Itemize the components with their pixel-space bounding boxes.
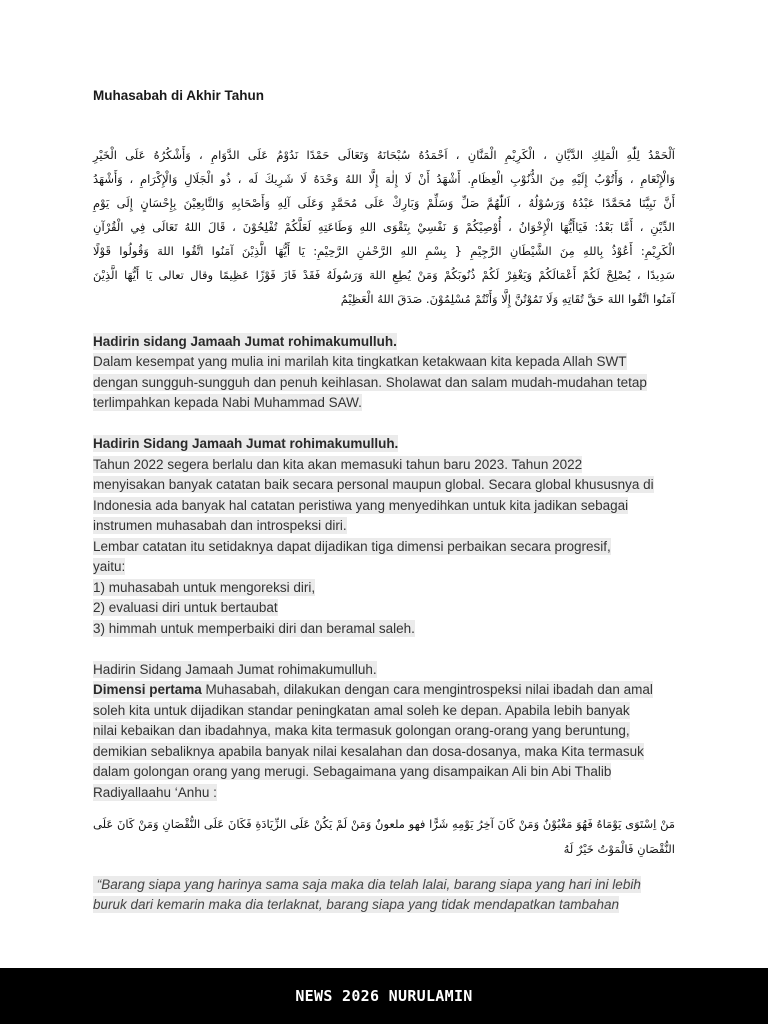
body-line	[93, 680, 675, 701]
paragraph-text: yaitu:	[93, 559, 126, 575]
arabic-line: الْكَرِيْمِ: أَعُوْذُ بِاللهِ مِنَ الشَّيْطَانِ الرَّجِيْمِ { بِسْمِ اللهِ الرَّحْمٰنِ الرَّحِيْمِ: يَا أَيُّهَا الَّذِيْنَ آمَنُوا اتَّقُوا اللهَ وَقُولُوا قَوْلًا	[93, 244, 675, 258]
paragraph-text: Indonesia ada banyak hal catatan peristiwa yang menyedihkan untuk kita jadikan sebagai	[93, 497, 629, 513]
dimension-item: 2) evaluasi diri untuk bertaubat	[93, 600, 278, 616]
arabic-line: سَدِيدًا ، يُصْلِحْ لَكُمْ أَعْمَالَكُمْ وَيَغْفِرْ لَكُمْ ذُنُوبَكُمْ وَمَنْ يُطِعِ اللهَ وَرَسُولَهُ فَقَدْ فَازَ فَوْزًا عَظِيمًا وقال تعالى يَا أَيُّهَا الَّذِيْنَ	[93, 268, 675, 282]
paragraph-text: Tahun 2022 segera berlalu dan kita akan memasuki tahun baru 2023. Tahun 2022	[93, 456, 583, 472]
arabic-line: أَنَّ نَبِيَّنَا مُحَمَّدًا عَبْدُهُ وَرَسُوْلُهُ ، اَللّٰهُمَّ صَلِّ وَسَلِّمْ وَبَارِكْ عَلَى مُحَمَّدٍ وَعَلَى آلِهِ وَأَصْحَابِهِ وَالتَّابِعِيْنَ بِإِحْسَانٍ إِلَى يَوْمِ	[93, 196, 675, 210]
body-line	[93, 332, 675, 353]
arabic-opening	[93, 143, 675, 311]
body-line	[93, 393, 675, 414]
khutbah-body	[93, 332, 675, 804]
body-line	[93, 434, 675, 455]
greeting-heading: Hadirin Sidang Jamaah Jumat rohimakumulluh.	[93, 436, 399, 452]
body-line	[93, 496, 675, 517]
arabic-quote-line: مَنْ اِسْتَوَى يَوْمَاهُ فَهُوَ مَغْبُوْنٌ وَمَنْ كَانَ آخِرُ يَوْمِهِ شَرًّا فهو ملعونٌ وَمَنْ لَمْ يَكُنْ عَلَى الزِّيَادَةِ فَكَانَ عَلَى النُّقْصَانِ وَمَنْ كَانَ عَلَى	[93, 817, 675, 831]
list-item	[93, 598, 675, 619]
body-line	[93, 783, 675, 804]
document-title: Muhasabah di Akhir Tahun	[93, 88, 265, 103]
paragraph-text: soleh kita untuk dijadikan standar peningkatan amal soleh ke depan. Apabila lebih banyak	[93, 702, 630, 718]
arabic-line: اَلْحَمْدُ لِلّٰهِ الْمَلِكِ الدَّيَّانِ ، الْكَرِيْمِ الْمَنَّانِ ، اَحْمَدُهُ سُبْحَانَهُ وَتَعَالَى حَمْدًا نَدُوْمُ عَلَى الدَّوَامِ ، وَأَشْكُرُهُ عَلَى الْخَيْرِ	[93, 148, 675, 162]
greeting-heading: Hadirin Sidang Jamaah Jumat rohimakumulluh.	[93, 661, 377, 677]
paragraph-gap	[93, 414, 675, 435]
arabic-line: الدِّيْنِ ، أَمَّا بَعْدُ: فَيَاأَيُّهَا الْإِخْوَانُ ، أُوْصِيْكُمْ وَ نَفْسِيْ بِتَقْوَى اللهِ وَطَاعَتِهِ لَعَلَّكُمْ تُفْلِحُوْنَ ، قَالَ اللهُ تَعَالَى فِي الْقُرْآنِ	[93, 220, 675, 234]
body-line	[93, 742, 675, 763]
body-line	[93, 352, 675, 373]
paragraph-text: instrumen muhasabah dan introspeksi diri.	[93, 518, 347, 534]
paragraph-text: Dalam kesempat yang mulia ini marilah kita tingkatkan ketakwaan kita kepada Allah SWT	[93, 354, 627, 370]
paragraph-text: dalam golongan orang yang merugi. Sebagaimana yang disampaikan Ali bin Abi Thalib	[93, 764, 612, 780]
body-line	[93, 516, 675, 537]
arabic-line: آمَنُوا اتَّقُوا اللهَ حَقَّ تُقَاتِهِ وَلَا تَمُوْتُنَّ إِلَّا وَأَنْتُمْ مُسْلِمُوْنَ. صَدَقَ اللهُ الْعَظِيْمُ	[340, 292, 675, 306]
body-line	[93, 373, 675, 394]
dimension-item: 3) himmah untuk memperbaiki diri dan beramal saleh.	[93, 620, 415, 636]
translation-text: buruk dari kemarin maka dia terlaknat, barang siapa yang tidak mendapatkan tambahan	[93, 897, 620, 913]
footer-text: NEWS 2026 NURULAMIN	[295, 987, 473, 1005]
body-line	[93, 701, 675, 722]
translation-text: “Barang siapa yang harinya sama saja maka dia telah lalai, barang siapa yang hari ini lebih	[93, 876, 641, 892]
body-line	[93, 537, 675, 558]
paragraph-gap	[93, 639, 675, 660]
arabic-quote	[93, 812, 675, 862]
list-item	[93, 578, 675, 599]
list-item	[93, 619, 675, 640]
body-line	[93, 455, 675, 476]
quote-translation	[93, 875, 675, 916]
greeting-heading: Hadirin sidang Jamaah Jumat rohimakumulluh.	[93, 333, 397, 349]
arabic-quote-line: النُّقْصَانِ فَالْمَوْتُ خَيْرٌ لَهُ	[563, 842, 675, 856]
translation-line	[93, 895, 675, 916]
body-line	[93, 557, 675, 578]
body-line	[93, 660, 675, 681]
body-line	[93, 762, 675, 783]
footer-bar	[0, 968, 768, 1024]
paragraph-text: dengan sungguh-sungguh dan penuh keihlasan. Sholawat dan salam mudah-mudahan tetap	[93, 374, 647, 390]
dimension-item: 1) muhasabah untuk mengoreksi diri,	[93, 579, 316, 595]
paragraph-text: menyisakan banyak catatan baik secara personal maupun global. Secara global khususnya di	[93, 477, 654, 493]
paragraph-lead: Dimensi pertama	[93, 682, 202, 698]
body-line	[93, 475, 675, 496]
translation-line	[93, 875, 675, 896]
paragraph-text: terlimpahkan kepada Nabi Muhammad SAW.	[93, 395, 362, 411]
paragraph-text: nilai kebaikan dan ibadahnya, maka kita termasuk golongan orang-orang yang beruntung,	[93, 723, 630, 739]
paragraph-text: Radiyallaahu ‘Anhu :	[93, 784, 217, 800]
paragraph-text: Lembar catatan itu setidaknya dapat dijadikan tiga dimensi perbaikan secara progresif,	[93, 538, 611, 554]
arabic-line: وَالْإِنْعَامِ ، وَأَتُوْبُ إِلَيْهِ مِنَ الذُّنُوْبِ الْعِظَامِ. أَشْهَدُ أَنْ لَا إِلٰهَ إِلَّا اللهُ وَحْدَهُ لَا شَرِيكَ لَه ، ذُو الْجَلَالِ وَالْإِكْرَامِ ، وَأَشْهَدُ	[93, 172, 675, 186]
paragraph-text: demikian sebaliknya apabila banyak nilai kesalahan dan dosa-dosanya, maka Kita termasuk	[93, 743, 644, 759]
paragraph-text: Muhasabah, dilakukan dengan cara mengintrospeksi nilai ibadah dan amal	[201, 682, 653, 698]
body-line	[93, 721, 675, 742]
